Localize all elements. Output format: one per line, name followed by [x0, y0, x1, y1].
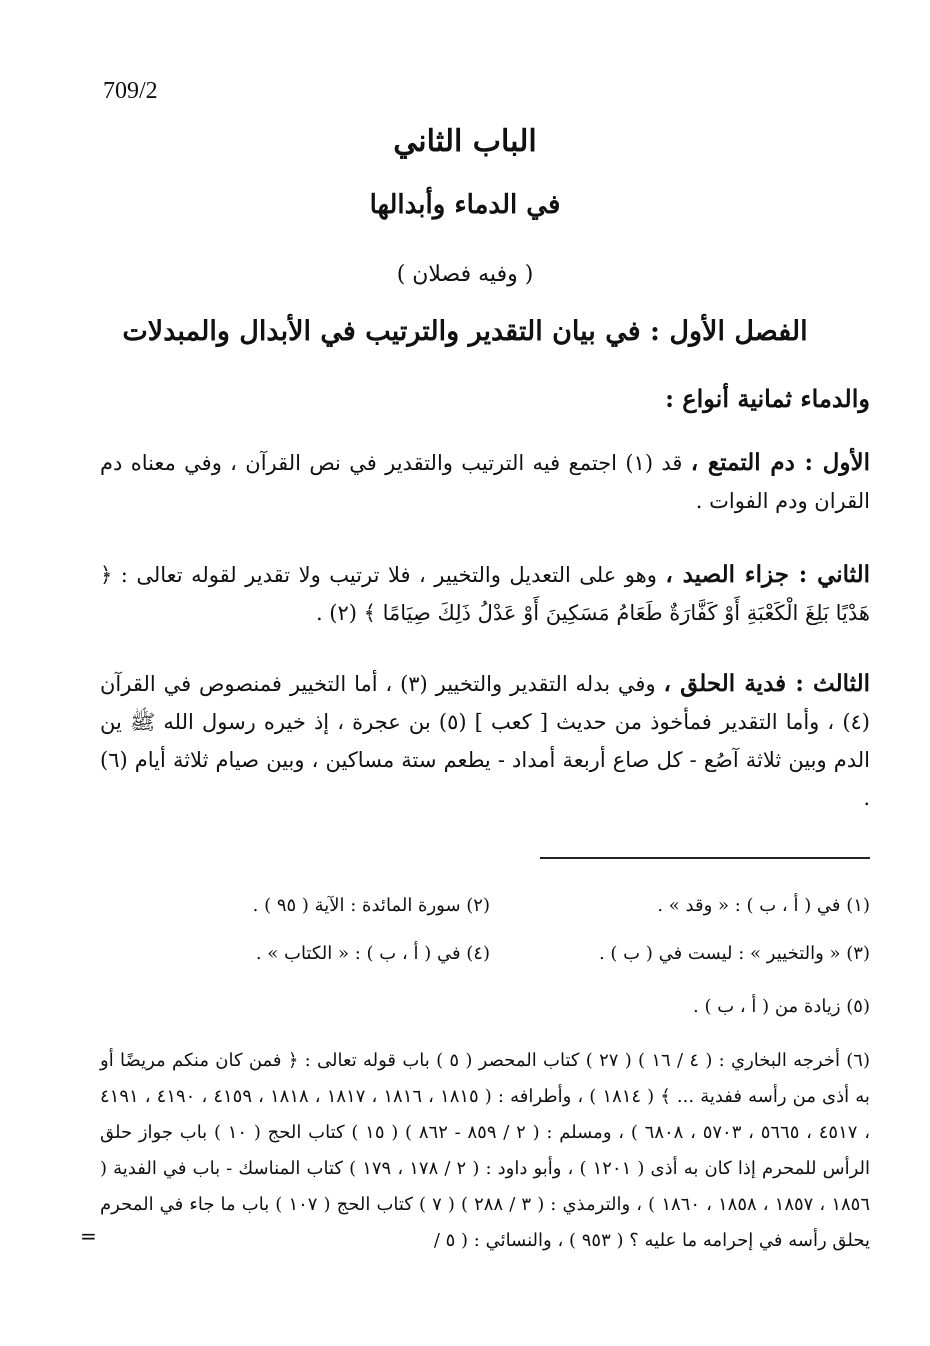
- paragraph-first: [100, 444, 870, 520]
- section-title: الفصل الأول : في بيان التقدير والترتيب في الأبدال والمبدلات: [122, 316, 808, 347]
- chapter-subtitle: في الدماء وأبدالها: [369, 190, 561, 220]
- page-number: 709/2: [103, 78, 158, 104]
- chapter-title: الباب الثاني: [393, 124, 537, 159]
- continuation-mark: =: [80, 1224, 97, 1248]
- footnote-1: (١) في ( أ ، ب ) : « وقد » .: [657, 895, 870, 916]
- paragraph-lead: الثاني : جزاء الصيد ،: [665, 561, 870, 588]
- footnote-2: (٢) سورة المائدة : الآية ( ٩٥ ) .: [252, 895, 490, 916]
- paragraph-text: وفي بدله التقدير والتخيير (٣) ، أما التخيير فمنصوص في القرآن (٤) ، وأما التقدير فمأخوذ من حديث [ كعب ] (٥) بن عجرة ، إذ خيره رسول الله ﷺ ين الدم وبين ثلاثة آصُع - كل صاع أربعة أمداد - يطعم ستة مساكين ، وبين صيام ثلاثة أيام (٦) .: [100, 672, 870, 810]
- footnote-5: (٥) زيادة من ( أ ، ب ) .: [693, 996, 870, 1017]
- footnote-4: (٤) في ( أ ، ب ) : « الكتاب » .: [255, 943, 490, 964]
- paragraph-lead: الأول : دم التمتع ،: [690, 449, 870, 476]
- footnote-row: [100, 995, 870, 1019]
- footnote-divider: [540, 857, 870, 859]
- footnote-row: [100, 942, 870, 966]
- footnote-3: (٣) « والتخيير » : ليست في ( ب ) .: [598, 943, 870, 964]
- sections-note: ( وفيه فصلان ): [396, 262, 534, 287]
- paragraph-text: قد (١) اجتمع فيه الترتيب والتقدير في نص القرآن ، وفي معناه دم القران ودم الفوات .: [100, 451, 870, 513]
- paragraph-second: [100, 556, 870, 632]
- footnote-row: [100, 894, 870, 918]
- footnote-6: (٦) أخرجه البخاري : ( ٤ / ١٦ ) ( ٢٧ ) كتاب المحصر ( ٥ ) باب قوله تعالى : ﴿ فمن كان منكم مريضًا أو به أذى من رأسه ففدية ... ﴾ ( ١٨١٤ ) ، وأطرافه : ( ١٨١٥ ، ١٨١٦ ، ١٨١٧ ، ١٨١٨ ، ٤١٥٩ ، ٤١٩٠ ، ٤١٩١ ، ٤٥١٧ ، ٥٦٦٥ ، ٥٧٠٣ ، ٦٨٠٨ ) ، ومسلم : ( ٢ / ٨٥٩ - ٨٦٢ ) ( ١٥ ) كتاب الحج ( ١٠ ) باب جواز حلق الرأس للمحرم إذا كان به أذى ( ١٢٠١ ) ، وأبو داود : ( ٢ / ١٧٨ ، ١٧٩ ) كتاب المناسك - باب في الفدية ( ١٨٥٦ ، ١٨٥٧ ، ١٨٥٨ ، ١٨٦٠ ) ، والترمذي : ( ٣ / ٢٨٨ ) ( ٧ ) كتاب الحج ( ١٠٧ ) باب ما جاء في المحرم يحلق رأسه في إحرامه ما عليه ؟ ( ٩٥٣ ) ، والنسائي : ( ٥ /: [100, 1050, 871, 1251]
- paragraph-text: وهو على التعديل والتخيير ، فلا ترتيب ولا تقدير لقوله تعالى : ﴿ هَدْيًا بَلِغَ الْكَعْبَةِ أَوْ كَفَّارَةٌ طَعَامُ مَسَكِينَ أَوْ عَدْلُ ذَلِكَ صِيَامًا ﴾ (٢) .: [100, 563, 870, 625]
- intro-line: والدماء ثمانية أنواع :: [665, 384, 870, 413]
- paragraph-lead: الثالث : فدية الحلق ،: [663, 670, 870, 697]
- paragraph-third: [100, 665, 870, 817]
